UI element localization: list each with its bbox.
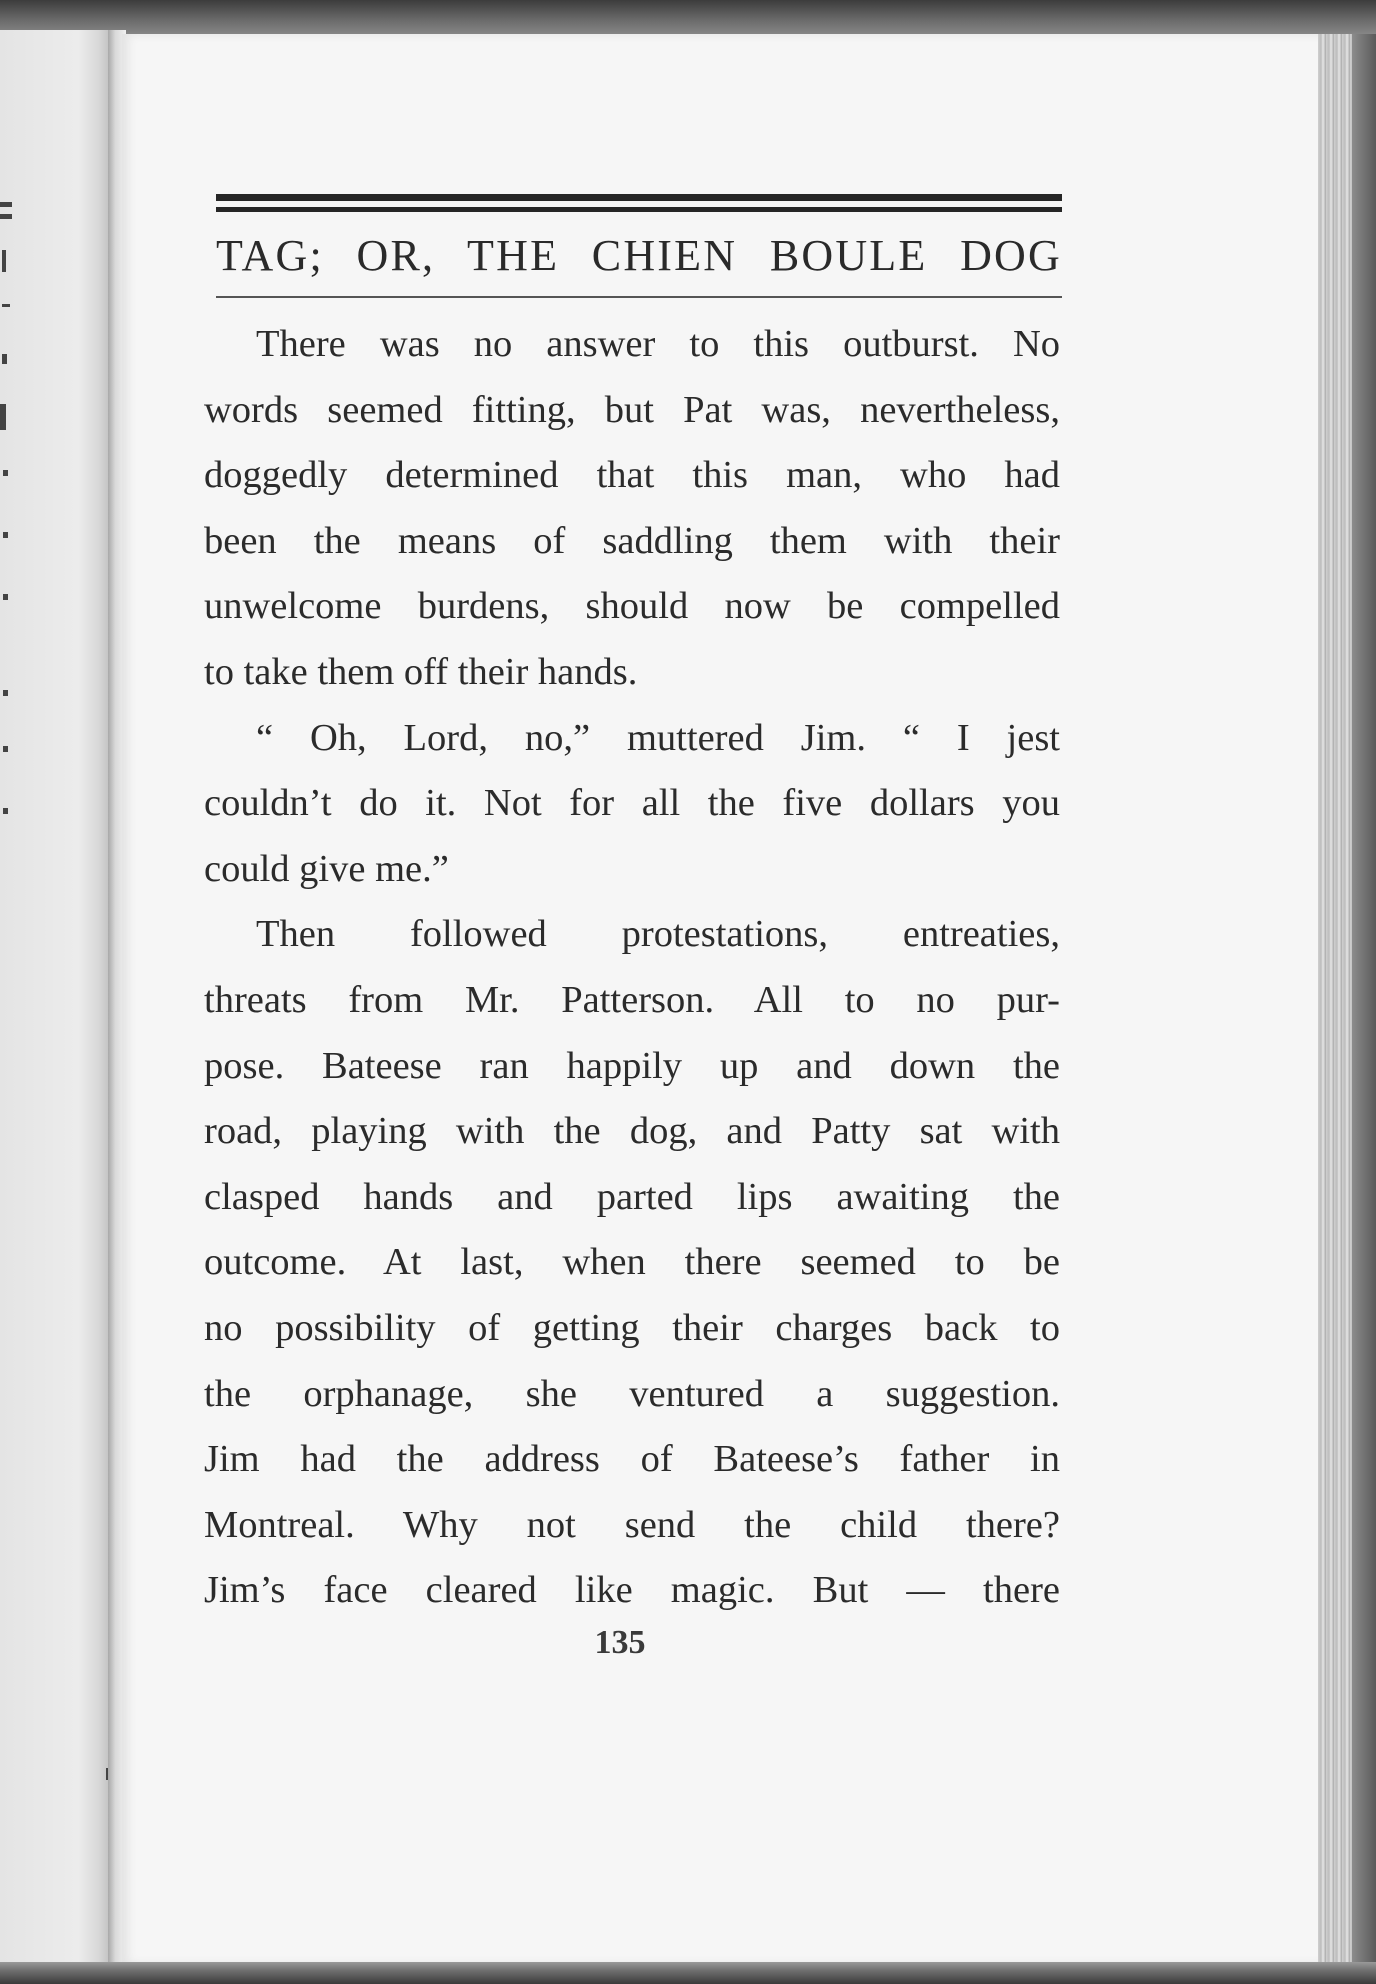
text-line: to take them off their hands. bbox=[204, 650, 638, 693]
text-line: pose. Bateese ran happily up and down the bbox=[204, 1044, 1060, 1087]
text-line: Jim had the address of Bateese’s father in bbox=[204, 1438, 1060, 1481]
scan-border-top bbox=[0, 0, 1376, 36]
text-line: Jim’s face cleared like magic. But — there bbox=[204, 1569, 1060, 1612]
text-line: couldn’t do it. Not for all the five dollars you bbox=[204, 782, 1060, 825]
text-line: There was no answer to this outburst. No bbox=[256, 323, 1060, 365]
text-line: no possibility of getting their charges back to bbox=[204, 1306, 1060, 1349]
header-rule-thin bbox=[216, 207, 1062, 212]
text-line: clasped hands and parted lips awaiting the bbox=[204, 1175, 1060, 1218]
page-number: 135 bbox=[594, 1624, 646, 1661]
text-line: unwelcome burdens, should now be compelled bbox=[204, 585, 1060, 628]
text-line: words seemed fitting, but Pat was, nevertheless, bbox=[204, 388, 1060, 431]
text-line: Montreal. Why not send the child there? bbox=[204, 1503, 1060, 1546]
text-line: the orphanage, she ventured a suggestion. bbox=[204, 1372, 1060, 1415]
header-rule-thick bbox=[216, 194, 1062, 201]
text-line: doggedly determined that this man, who had bbox=[204, 454, 1060, 497]
text-line: threats from Mr. Patterson. All to no pur- bbox=[204, 978, 1060, 1021]
body-text bbox=[204, 312, 1060, 1624]
text-line: could give me.” bbox=[204, 847, 449, 890]
text-line: Then followed protestations, entreaties, bbox=[256, 913, 1060, 956]
text-line: “ Oh, Lord, no,” muttered Jim. “ I jest bbox=[256, 716, 1060, 759]
text-line: outcome. At last, when there seemed to be bbox=[204, 1241, 1060, 1284]
book-cover-edge bbox=[1352, 34, 1376, 1964]
running-head: TAG; OR, THE CHIEN BOULE DOG bbox=[216, 231, 1062, 280]
facing-page-edge bbox=[0, 30, 112, 1966]
text-line: road, playing with the dog, and Patty sat with bbox=[204, 1110, 1060, 1153]
scan-border-bottom bbox=[0, 1962, 1376, 1984]
header-underline bbox=[216, 296, 1062, 298]
text-line: been the means of saddling them with their bbox=[204, 519, 1060, 562]
